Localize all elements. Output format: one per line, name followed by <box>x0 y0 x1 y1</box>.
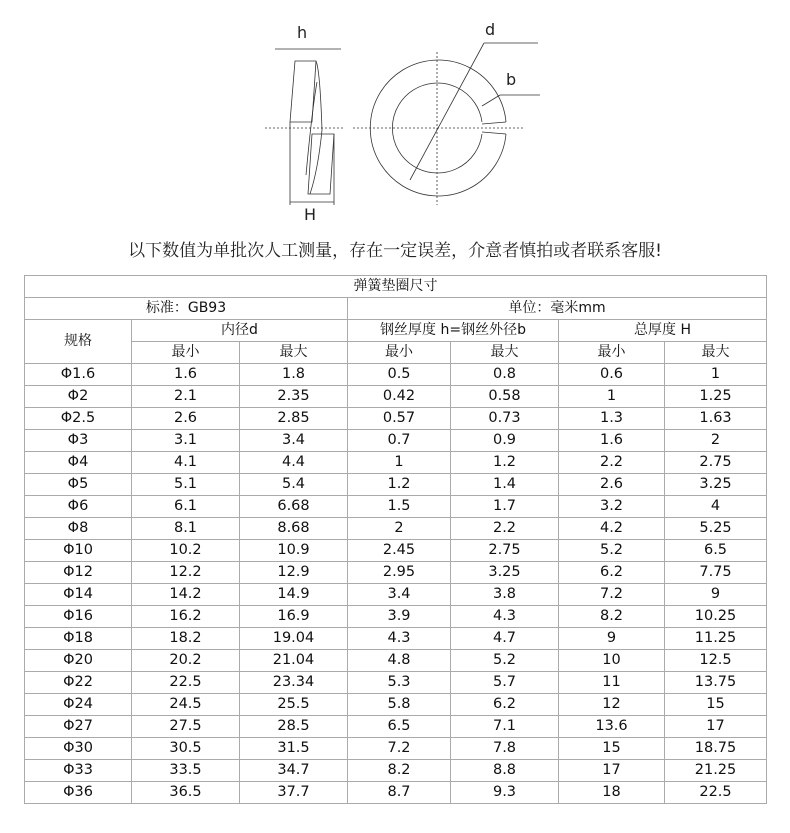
value-cell: 33.5 <box>132 760 240 782</box>
value-cell: 2.35 <box>240 386 348 408</box>
value-cell: 0.7 <box>348 430 451 452</box>
value-cell: 2.45 <box>348 540 451 562</box>
table-row <box>25 430 767 452</box>
value-cell: 6.2 <box>559 562 665 584</box>
value-cell: 5.3 <box>348 672 451 694</box>
value-cell: 18 <box>559 782 665 804</box>
value-cell: 27.5 <box>132 716 240 738</box>
value-cell: 1.63 <box>665 408 767 430</box>
value-cell: 3.4 <box>348 584 451 606</box>
value-cell: 4.3 <box>348 628 451 650</box>
table-row <box>25 386 767 408</box>
spec-cell: Φ6 <box>25 496 132 518</box>
H-label: H <box>304 205 317 224</box>
value-cell: 12 <box>559 694 665 716</box>
value-cell: 20.2 <box>132 650 240 672</box>
value-cell: 5.7 <box>451 672 559 694</box>
d-label: d <box>485 20 496 39</box>
table-row <box>25 760 767 782</box>
value-cell: 1 <box>348 452 451 474</box>
value-cell: 2.6 <box>132 408 240 430</box>
unit-label: 单位：毫米mm <box>348 298 767 320</box>
table-row <box>25 738 767 760</box>
value-cell: 13.75 <box>665 672 767 694</box>
value-cell: 21.25 <box>665 760 767 782</box>
table-title: 弹簧垫圈尺寸 <box>25 276 767 298</box>
value-cell: 2.2 <box>451 518 559 540</box>
value-cell: 5.2 <box>559 540 665 562</box>
value-cell: 5.4 <box>240 474 348 496</box>
value-cell: 4.8 <box>348 650 451 672</box>
value-cell: 15 <box>559 738 665 760</box>
value-cell: 11.25 <box>665 628 767 650</box>
spec-cell: Φ4 <box>25 452 132 474</box>
value-cell: 1.4 <box>451 474 559 496</box>
value-cell: 2.6 <box>559 474 665 496</box>
value-cell: 5.2 <box>451 650 559 672</box>
value-cell: 0.8 <box>451 364 559 386</box>
table-row <box>25 562 767 584</box>
spec-cell: Φ5 <box>25 474 132 496</box>
value-cell: 6.68 <box>240 496 348 518</box>
table-row <box>25 694 767 716</box>
value-cell: 1.8 <box>240 364 348 386</box>
value-cell: 25.5 <box>240 694 348 716</box>
spec-cell: Φ30 <box>25 738 132 760</box>
table-row <box>25 364 767 386</box>
sub-header: 最小 <box>348 342 451 364</box>
value-cell: 8.1 <box>132 518 240 540</box>
value-cell: 8.2 <box>348 760 451 782</box>
value-cell: 10.2 <box>132 540 240 562</box>
value-cell: 13.6 <box>559 716 665 738</box>
group-header: 钢丝厚度 h=钢丝外径b <box>348 320 559 342</box>
value-cell: 12.2 <box>132 562 240 584</box>
value-cell: 0.42 <box>348 386 451 408</box>
spec-cell: Φ14 <box>25 584 132 606</box>
value-cell: 3.25 <box>665 474 767 496</box>
spec-cell: Φ10 <box>25 540 132 562</box>
value-cell: 12.9 <box>240 562 348 584</box>
value-cell: 7.2 <box>559 584 665 606</box>
spec-cell: Φ8 <box>25 518 132 540</box>
value-cell: 1.2 <box>348 474 451 496</box>
value-cell: 1.7 <box>451 496 559 518</box>
value-cell: 3.25 <box>451 562 559 584</box>
spec-cell: Φ18 <box>25 628 132 650</box>
spec-cell: Φ27 <box>25 716 132 738</box>
value-cell: 7.2 <box>348 738 451 760</box>
spec-cell: Φ24 <box>25 694 132 716</box>
table-row <box>25 672 767 694</box>
value-cell: 1.6 <box>132 364 240 386</box>
value-cell: 6.1 <box>132 496 240 518</box>
value-cell: 7.1 <box>451 716 559 738</box>
value-cell: 36.5 <box>132 782 240 804</box>
table-row <box>25 584 767 606</box>
value-cell: 2.2 <box>559 452 665 474</box>
value-cell: 24.5 <box>132 694 240 716</box>
value-cell: 37.7 <box>240 782 348 804</box>
value-cell: 15 <box>665 694 767 716</box>
value-cell: 16.9 <box>240 606 348 628</box>
value-cell: 12.5 <box>665 650 767 672</box>
value-cell: 6.5 <box>348 716 451 738</box>
table-row <box>25 606 767 628</box>
value-cell: 7.8 <box>451 738 559 760</box>
table-row <box>25 518 767 540</box>
value-cell: 22.5 <box>665 782 767 804</box>
spec-cell: Φ20 <box>25 650 132 672</box>
value-cell: 0.6 <box>559 364 665 386</box>
value-cell: 8.68 <box>240 518 348 540</box>
value-cell: 1.5 <box>348 496 451 518</box>
spec-cell: Φ33 <box>25 760 132 782</box>
value-cell: 1.2 <box>451 452 559 474</box>
spec-cell: Φ36 <box>25 782 132 804</box>
value-cell: 18.2 <box>132 628 240 650</box>
group-header: 总厚度 H <box>559 320 767 342</box>
spec-cell: Φ1.6 <box>25 364 132 386</box>
value-cell: 0.58 <box>451 386 559 408</box>
value-cell: 18.75 <box>665 738 767 760</box>
sub-header: 最大 <box>240 342 348 364</box>
value-cell: 31.5 <box>240 738 348 760</box>
table-row <box>25 452 767 474</box>
value-cell: 3.9 <box>348 606 451 628</box>
table-row <box>25 650 767 672</box>
table-row <box>25 474 767 496</box>
table-row <box>25 408 767 430</box>
value-cell: 1.6 <box>559 430 665 452</box>
value-cell: 1 <box>665 364 767 386</box>
value-cell: 10.25 <box>665 606 767 628</box>
value-cell: 0.73 <box>451 408 559 430</box>
value-cell: 3.4 <box>240 430 348 452</box>
value-cell: 2.85 <box>240 408 348 430</box>
value-cell: 2 <box>665 430 767 452</box>
value-cell: 8.7 <box>348 782 451 804</box>
value-cell: 0.5 <box>348 364 451 386</box>
table-row <box>25 782 767 804</box>
value-cell: 16.2 <box>132 606 240 628</box>
value-cell: 34.7 <box>240 760 348 782</box>
standard-label: 标准：GB93 <box>25 298 348 320</box>
value-cell: 4.3 <box>451 606 559 628</box>
value-cell: 0.9 <box>451 430 559 452</box>
value-cell: 21.04 <box>240 650 348 672</box>
b-label: b <box>506 70 517 89</box>
value-cell: 4.2 <box>559 518 665 540</box>
value-cell: 14.2 <box>132 584 240 606</box>
value-cell: 5.25 <box>665 518 767 540</box>
value-cell: 28.5 <box>240 716 348 738</box>
value-cell: 5.8 <box>348 694 451 716</box>
value-cell: 3.8 <box>451 584 559 606</box>
value-cell: 4.1 <box>132 452 240 474</box>
sub-header: 最小 <box>132 342 240 364</box>
sub-header: 最大 <box>451 342 559 364</box>
value-cell: 14.9 <box>240 584 348 606</box>
value-cell: 30.5 <box>132 738 240 760</box>
table-row <box>25 628 767 650</box>
value-cell: 8.2 <box>559 606 665 628</box>
measurement-note: 以下数值为单批次人工测量，存在一定误差，介意者慎拍或者联系客服! <box>128 241 662 261</box>
value-cell: 9 <box>665 584 767 606</box>
spring-washer-diagram <box>260 0 560 240</box>
group-header: 内径d <box>132 320 348 342</box>
table-row <box>25 540 767 562</box>
value-cell: 6.5 <box>665 540 767 562</box>
value-cell: 3.1 <box>132 430 240 452</box>
spec-cell: Φ3 <box>25 430 132 452</box>
spec-cell: Φ2.5 <box>25 408 132 430</box>
value-cell: 2 <box>348 518 451 540</box>
value-cell: 17 <box>665 716 767 738</box>
spec-cell: Φ16 <box>25 606 132 628</box>
spring-washer-size-table <box>24 275 767 804</box>
value-cell: 10 <box>559 650 665 672</box>
value-cell: 8.8 <box>451 760 559 782</box>
value-cell: 4.7 <box>451 628 559 650</box>
value-cell: 22.5 <box>132 672 240 694</box>
value-cell: 2.95 <box>348 562 451 584</box>
value-cell: 2.75 <box>451 540 559 562</box>
value-cell: 1.3 <box>559 408 665 430</box>
h-label: h <box>297 23 308 42</box>
table-row <box>25 716 767 738</box>
value-cell: 9.3 <box>451 782 559 804</box>
value-cell: 23.34 <box>240 672 348 694</box>
value-cell: 1 <box>559 386 665 408</box>
value-cell: 2.1 <box>132 386 240 408</box>
value-cell: 2.75 <box>665 452 767 474</box>
spec-cell: Φ22 <box>25 672 132 694</box>
value-cell: 6.2 <box>451 694 559 716</box>
top-view <box>353 20 540 205</box>
value-cell: 17 <box>559 760 665 782</box>
value-cell: 10.9 <box>240 540 348 562</box>
sub-header: 最小 <box>559 342 665 364</box>
sub-header: 最大 <box>665 342 767 364</box>
table-row <box>25 496 767 518</box>
side-view <box>265 23 345 224</box>
value-cell: 7.75 <box>665 562 767 584</box>
value-cell: 5.1 <box>132 474 240 496</box>
value-cell: 4 <box>665 496 767 518</box>
spec-cell: Φ2 <box>25 386 132 408</box>
value-cell: 1.25 <box>665 386 767 408</box>
value-cell: 9 <box>559 628 665 650</box>
value-cell: 11 <box>559 672 665 694</box>
value-cell: 19.04 <box>240 628 348 650</box>
value-cell: 0.57 <box>348 408 451 430</box>
value-cell: 3.2 <box>559 496 665 518</box>
spec-cell: Φ12 <box>25 562 132 584</box>
spec-header: 规格 <box>25 320 132 364</box>
value-cell: 4.4 <box>240 452 348 474</box>
